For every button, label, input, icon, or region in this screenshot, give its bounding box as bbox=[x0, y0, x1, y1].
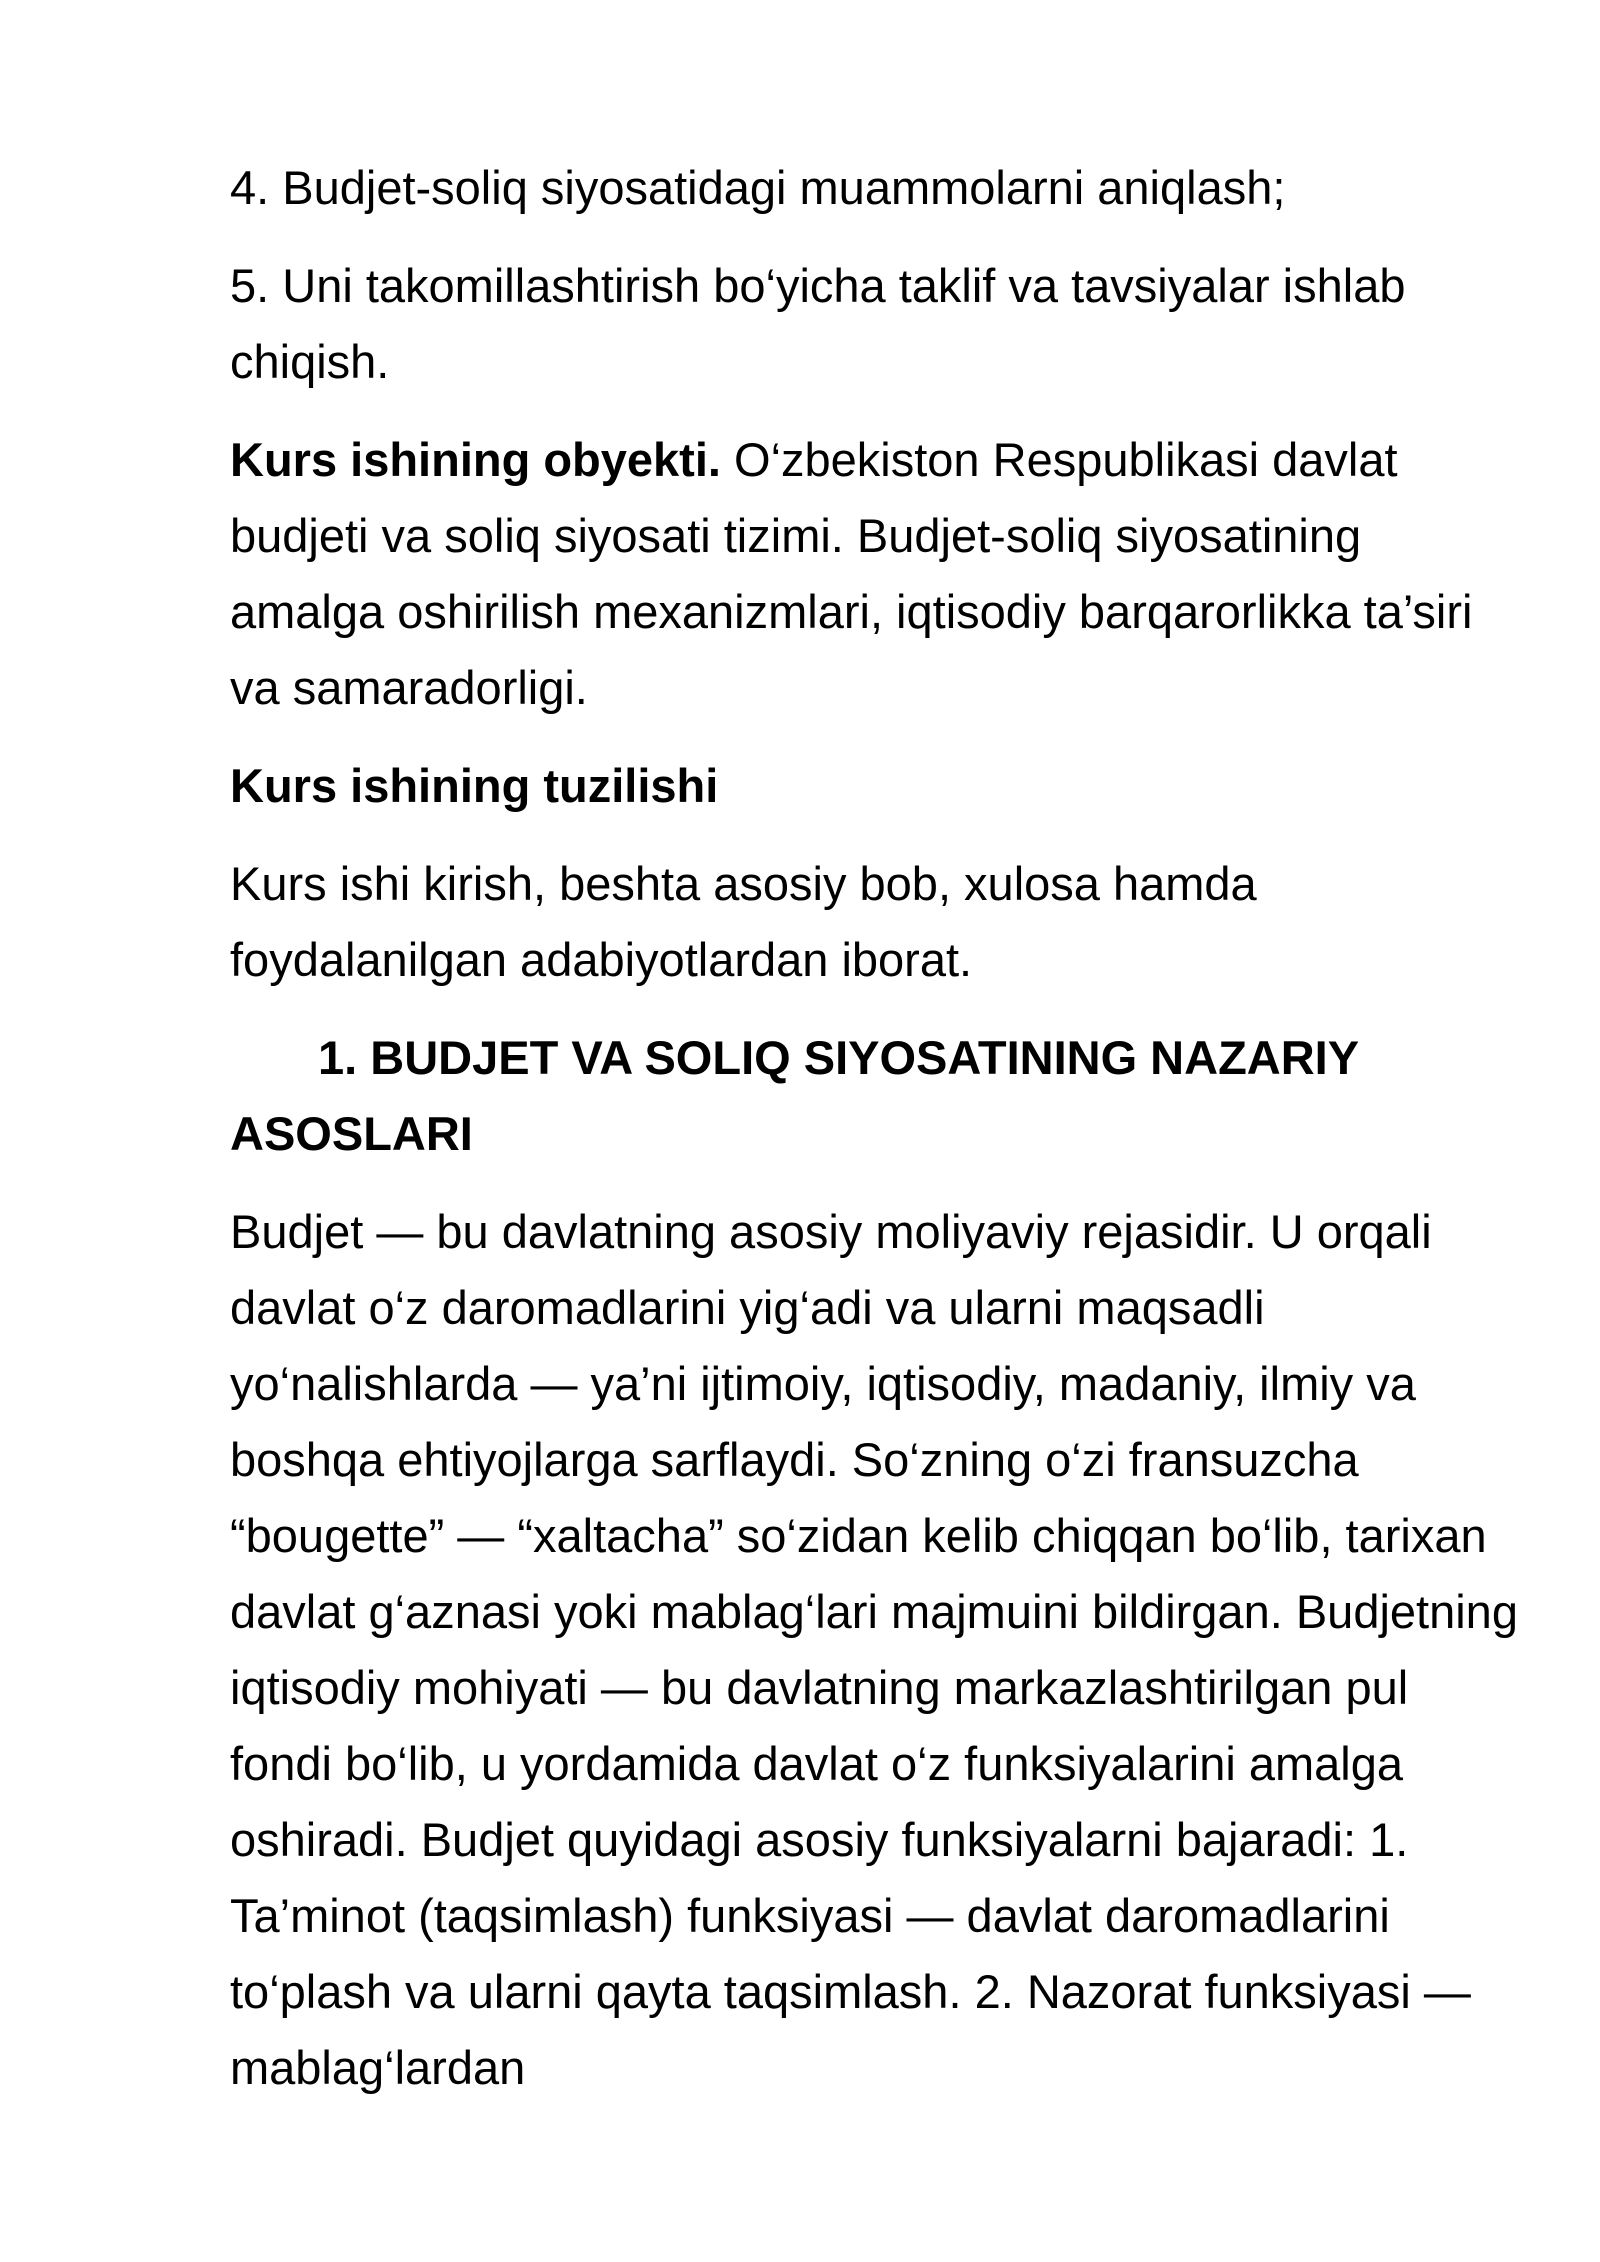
chapter-1-heading bbox=[230, 1020, 1520, 1172]
object-label: Kurs ishining obyekti. bbox=[230, 433, 721, 486]
object-text: O‘zbekiston Respublikasi davlat budjeti va soliq siyosati tizimi. Budjet-soliq siyosatining amalga oshirilish mexanizmlari, iqtisodiy barqarorlikka ta’siri va samaradorligi. bbox=[230, 433, 1473, 714]
document-page bbox=[230, 150, 1520, 2128]
chapter-1-text: Budjet — bu davlatning asosiy moliyaviy rejasidir. U orqali davlat o‘z daromadlarini yig‘adi va ularni maqsadli yo‘nalishlarda — ya’ni ijtimoiy, iqtisodiy, madaniy, ilmiy va boshqa ehtiyojlarga sarflaydi. So‘zning o‘zi fransuzcha “bougette” — “xaltacha” so‘zidan kelib chiqqan bo‘lib, tarixan davlat g‘aznasi yoki mablag‘lari majmuini bildirgan. Budjetning iqtisodiy mohiyati — bu davlatning markazlashtirilgan pul fondi bo‘lib, u yordamida davlat o‘z funksiyalarini amalga oshiradi. Budjet quyidagi asosiy funksiyalarni bajaradi: 1. Ta’minot (taqsimlash) funksiyasi — davlat daromadlarini to‘plash va ularni qayta taqsimlash. 2. Nazorat funksiyasi — mablag‘lardan bbox=[230, 1205, 1518, 2094]
chapter-1-heading-text: 1. BUDJET VA SOLIQ SIYOSATINING NAZARIY ASOSLARI bbox=[230, 1031, 1359, 1160]
structure-heading: Kurs ishining tuzilishi bbox=[230, 759, 719, 812]
list-item-5: 5. Uni takomillashtirish bo‘yicha taklif va tavsiyalar ishlab chiqish. bbox=[230, 259, 1406, 388]
object-paragraph bbox=[230, 422, 1520, 726]
list-item-4: 4. Budjet-soliq siyosatidagi muammolarni aniqlash; bbox=[230, 161, 1286, 214]
structure-text: Kurs ishi kirish, beshta asosiy bob, xulosa hamda foydalanilgan adabiyotlardan iborat. bbox=[230, 857, 1257, 986]
